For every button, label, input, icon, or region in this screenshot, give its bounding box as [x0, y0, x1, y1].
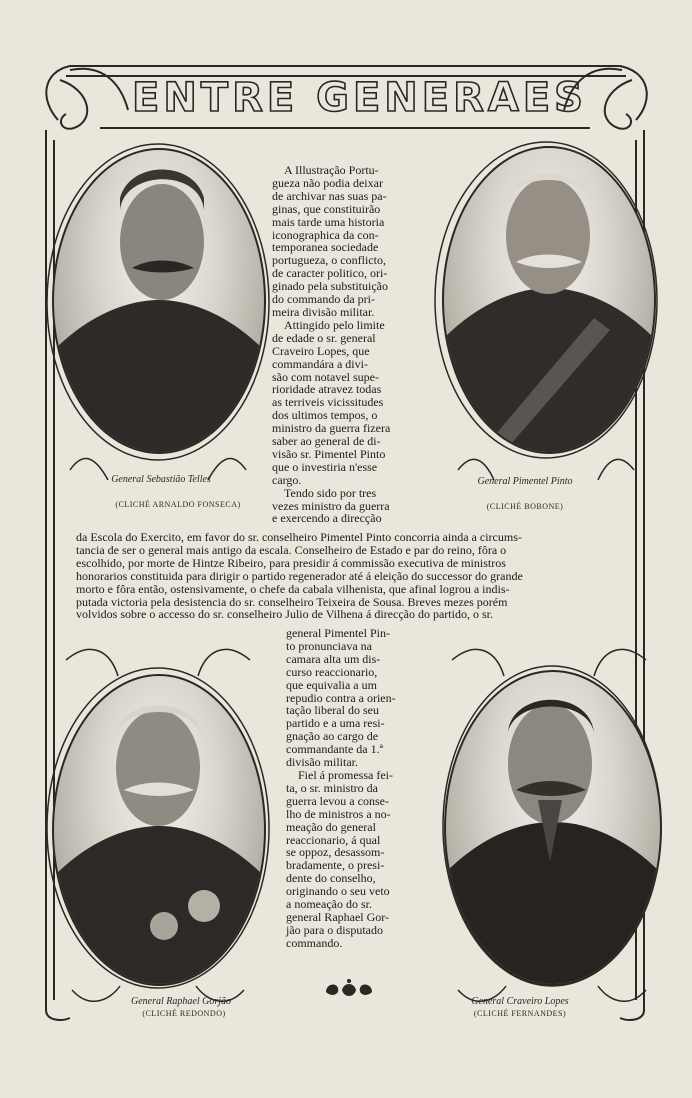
paragraph-tendo: Tendo sido por tres vezes ministro da guerra e exercendo a direcção	[272, 485, 390, 526]
page-title: ENTRE GENERAES	[132, 75, 587, 121]
fleuron-ornament	[322, 978, 376, 1000]
caption-gorjao: General Raphael Gorjão	[131, 996, 231, 1007]
article-column-top	[272, 164, 436, 525]
credit-craveiro-lopes: (CLICHÉ FERNANDES)	[473, 1009, 567, 1018]
article-wide-block: da Escola do Exercito, em favor do sr. conselheiro Pimentel Pinto concorria ainda a circums- tancia de ser o general mais antigo da escala. Conselheiro de Estado e par do reino, fôra o escolhido, por morte de Hintze Ribeiro, para presidir á commissão executiva de ministros honorarios constituida para dirigir o partido regenerador até á eleição do successor do grande morto e fôra então, ostensivamente, o chefe da cabala vilhenista, que afinal logrou a indis- putada victoria pela desistencia do sr. conselheiro Teixeira de Sousa. Breves mezes porém volvidos sobre o accesso do sr. conselheiro Julio de Vilhena á direcção do partido, o sr.	[76, 530, 523, 622]
credit-gorjao: (CLICHÉ REDONDO)	[142, 1009, 226, 1018]
paragraph-pronunciava: general Pimentel Pin- to pronunciava na camara alta um dis- curso reaccionario, que equivalia a um repudio contra a orien- tação liberal do seu partido e a uma resi- gnação ao cargo de commandante da 1.ª divisão militar.	[286, 626, 396, 770]
portrait-pimentel-pinto	[442, 146, 656, 454]
caption-craveiro-lopes: General Craveiro Lopes	[471, 996, 569, 1007]
caption-pimentel-pinto: General Pimentel Pinto	[477, 476, 573, 487]
portrait-craveiro-lopes	[444, 670, 662, 986]
paragraph-intro: A Illustração Portu- gueza não podia deixar de archivar nas suas pa- ginas, que constituirão mais tarde uma historia iconographica da con- temporanea sociedade portugueza, o conflicto, de caracter politico, ori- ginado pela substituição do commando da pri- meira divisão militar.	[272, 163, 388, 319]
paragraph-attingido: Attingido pelo limite de edade o sr. general Craveiro Lopes, que commandára a divi- são com notavel supe- rioridade atravez todas as terriveis vicissitudes dos ultimos tempos, o ministro da guerra fizera saber ao general de di- visão sr. Pimentel Pinto que o investiria n'esse cargo.	[272, 317, 391, 487]
caption-telles: General Sebastião Telles	[111, 474, 211, 485]
article-column-bottom	[286, 627, 420, 950]
credit-pimentel-pinto: (CLICHÉ BOBONE)	[486, 502, 564, 511]
portrait-sebastiao-telles	[52, 148, 266, 454]
paragraph-fiel: Fiel á promessa fei- ta, o sr. ministro da guerra levou a conse- lho de ministros a no- meação do general reaccionario, á qual se oppoz, desassom- bradamente, o presi- dente do conselho, originando o seu veto a nomeação do sr. general Raphael Gor- jão para o disputado commando.	[286, 767, 393, 950]
portrait-raphael-gorjao	[52, 674, 266, 986]
credit-telles: (CLICHÉ ARNALDO FONSECA)	[115, 500, 241, 509]
